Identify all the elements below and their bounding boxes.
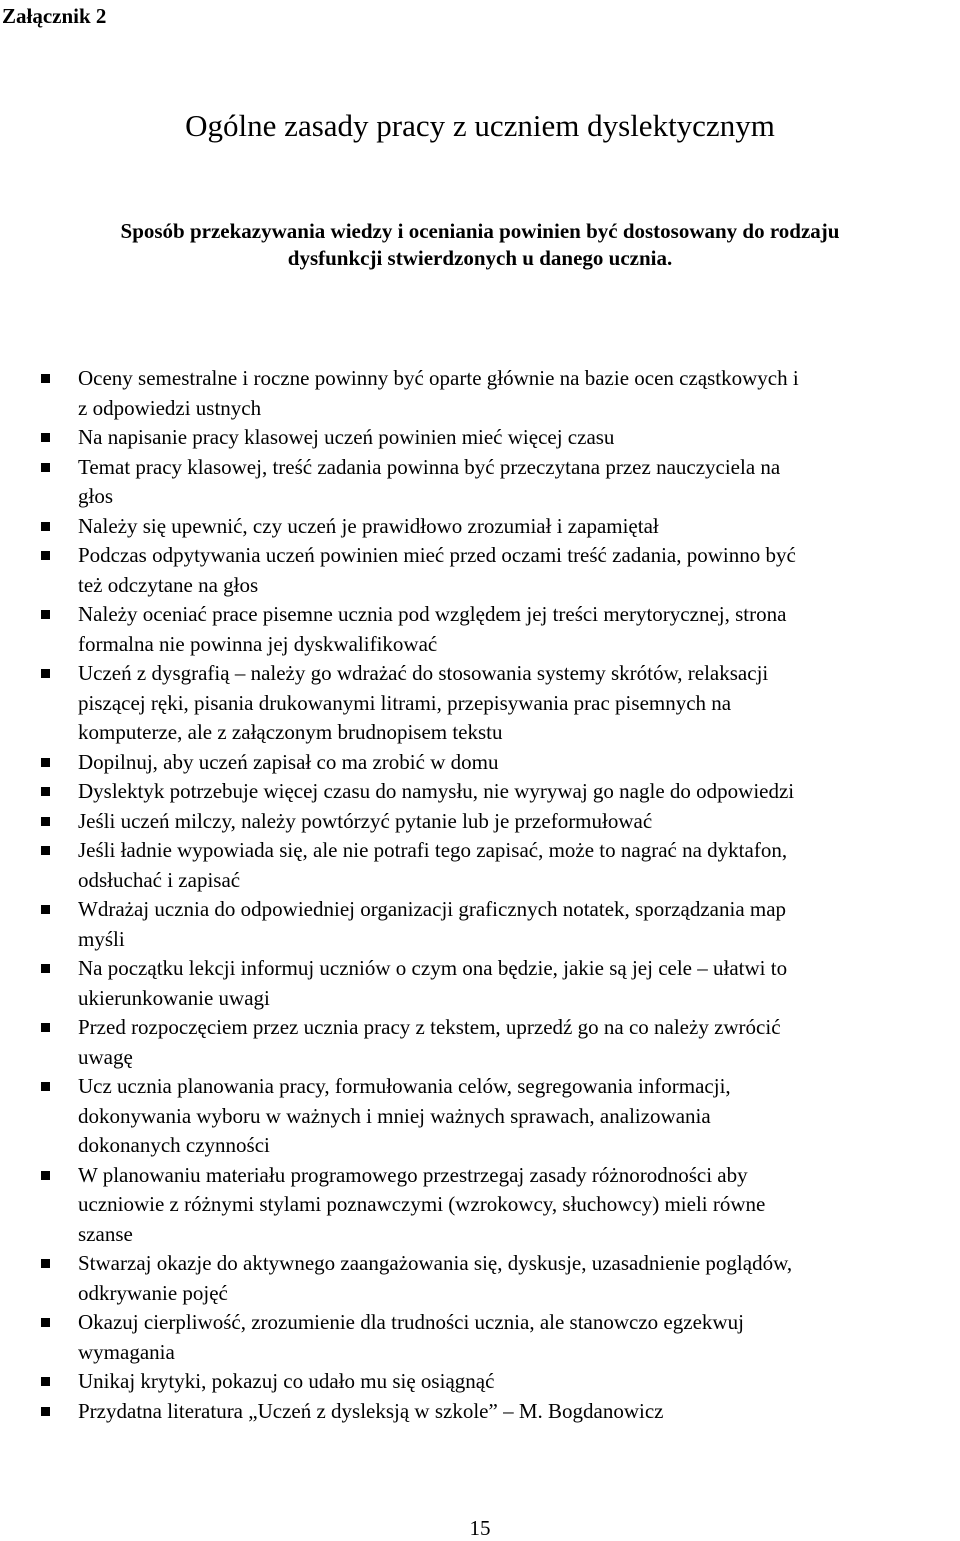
rule-text-line: formalna nie powinna jej dyskwalifikować	[78, 631, 438, 656]
square-bullet-icon	[41, 964, 50, 973]
intro-line-2: dysfunkcji stwierdzonych u danego ucznia.	[287, 246, 673, 270]
rule-text-line: Unikaj krytyki, pokazuj co udało mu się osiągnąć	[78, 1369, 495, 1393]
square-bullet-icon	[41, 817, 50, 826]
square-bullet-icon	[41, 787, 50, 796]
rule-text-line: odsłuchać i zapisać	[78, 867, 241, 892]
rule-text-line: Należy oceniać prace pisemne ucznia pod względem jej treści merytorycznej, strona	[78, 602, 787, 626]
rule-item	[0, 1249, 960, 1308]
rule-text-line: Na początku lekcji informuj uczniów o czym ona będzie, jakie są jej cele – ułatwi to	[78, 956, 788, 980]
rule-text-line: Uczeń z dysgrafią – należy go wdrażać do stosowania systemy skrótów, relaksacji	[78, 661, 769, 685]
rule-item	[0, 777, 960, 807]
rule-text-line: Na napisanie pracy klasowej uczeń powinien mieć więcej czasu	[78, 425, 615, 449]
intro-line-1: Sposób przekazywania wiedzy i oceniania powinien być dostosowany do rodzaju	[120, 219, 840, 243]
square-bullet-icon	[41, 669, 50, 678]
rule-text-line: Jeśli ładnie wypowiada się, ale nie potrafi tego zapisać, może to nagrać na dyktafon,	[78, 838, 788, 862]
rule-text-line: Wdrażaj ucznia do odpowiedniej organizacji graficznych notatek, sporządzania map	[78, 897, 787, 921]
rule-text-line: Przed rozpoczęciem przez ucznia pracy z tekstem, uprzedź go na co należy zwrócić	[78, 1015, 781, 1039]
rule-item	[0, 1072, 960, 1161]
rule-text-line: głos	[78, 484, 114, 508]
square-bullet-icon	[41, 1082, 50, 1091]
rule-item	[0, 1161, 960, 1250]
square-bullet-icon	[41, 1023, 50, 1032]
square-bullet-icon	[41, 846, 50, 855]
square-bullet-icon	[41, 758, 50, 767]
rule-item	[0, 600, 960, 659]
rule-item	[0, 512, 960, 542]
square-bullet-icon	[41, 610, 50, 619]
rule-text-line: Stwarzaj okazje do aktywnego zaangażowania się, dyskusje, uzasadnienie poglądów,	[78, 1251, 793, 1275]
rule-text-line: dokonywania wyboru w ważnych i mniej ważnych sprawach, analizowania	[78, 1103, 711, 1128]
square-bullet-icon	[41, 905, 50, 914]
rule-text-line: Okazuj cierpliwość, zrozumienie dla trudności ucznia, ale stanowczo egzekwuj	[78, 1310, 744, 1334]
rule-text-line: odkrywanie pojęć	[78, 1280, 228, 1305]
rule-item	[0, 895, 960, 954]
rule-item	[0, 954, 960, 1013]
rule-item	[0, 1013, 960, 1072]
rule-item	[0, 453, 960, 512]
page-number: 15	[469, 1516, 491, 1540]
square-bullet-icon	[41, 433, 50, 442]
rule-text-line: Dopilnuj, aby uczeń zapisał co ma zrobić w domu	[78, 749, 499, 774]
square-bullet-icon	[41, 1377, 50, 1386]
rule-text-line: Przydatna literatura „Uczeń z dysleksją w szkole” – M. Bogdanowicz	[78, 1398, 664, 1423]
square-bullet-icon	[41, 374, 50, 383]
rule-item	[0, 1397, 960, 1427]
rule-text-line: Podczas odpytywania uczeń powinien mieć przed oczami treść zadania, powinno być	[78, 543, 796, 567]
rule-item	[0, 1367, 960, 1397]
rule-text-line: ukierunkowanie uwagi	[78, 985, 270, 1010]
rule-text-line: Dyslektyk potrzebuje więcej czasu do namysłu, nie wyrywaj go nagle do odpowiedzi	[78, 779, 795, 803]
square-bullet-icon	[41, 551, 50, 560]
rule-text-line: uczniowie z różnymi stylami poznawczymi (wzrokowcy, słuchowcy) mieli równe	[78, 1192, 766, 1216]
rule-text-line: szanse	[78, 1221, 133, 1246]
rule-text-line: myśli	[78, 926, 125, 951]
rule-text-line: piszącej ręki, pisania drukowanymi litrami, przepisywania prac pisemnych na	[78, 690, 732, 715]
rule-text-line: W planowaniu materiału programowego przestrzegaj zasady różnorodności aby	[78, 1162, 748, 1187]
rule-text-line: Jeśli uczeń milczy, należy powtórzyć pytanie lub je przeformułować	[78, 808, 653, 833]
rule-text-line: Temat pracy klasowej, treść zadania powinna być przeczytana przez nauczyciela na	[78, 454, 781, 479]
square-bullet-icon	[41, 1318, 50, 1327]
annex-label: Załącznik 2	[2, 4, 107, 28]
rule-item	[0, 541, 960, 600]
intro-paragraph	[0, 218, 960, 272]
square-bullet-icon	[41, 463, 50, 472]
rule-text-line: też odczytane na głos	[78, 572, 259, 597]
document-title: Ogólne zasady pracy z uczniem dyslektycznym	[185, 108, 775, 143]
rule-text-line: dokonanych czynności	[78, 1133, 270, 1157]
square-bullet-icon	[41, 522, 50, 531]
rule-item	[0, 836, 960, 895]
square-bullet-icon	[41, 1407, 50, 1416]
rule-text-line: wymagania	[78, 1339, 175, 1364]
rules-list	[0, 364, 960, 1426]
rule-item	[0, 659, 960, 748]
rule-item	[0, 423, 960, 453]
square-bullet-icon	[41, 1259, 50, 1268]
rule-item	[0, 807, 960, 837]
rule-item	[0, 1308, 960, 1367]
square-bullet-icon	[41, 1171, 50, 1180]
rule-text-line: Należy się upewnić, czy uczeń je prawidłowo zrozumiał i zapamiętał	[78, 513, 659, 538]
rule-text-line: Ucz ucznia planowania pracy, formułowania celów, segregowania informacji,	[78, 1074, 731, 1098]
rule-item	[0, 364, 960, 423]
rule-text-line: uwagę	[78, 1044, 133, 1069]
rule-item	[0, 748, 960, 778]
rule-text-line: komputerze, ale z załączonym brudnopisem tekstu	[78, 720, 503, 744]
rule-text-line: Oceny semestralne i roczne powinny być oparte głównie na bazie ocen cząstkowych i	[78, 366, 799, 390]
rule-text-line: z odpowiedzi ustnych	[78, 395, 262, 420]
